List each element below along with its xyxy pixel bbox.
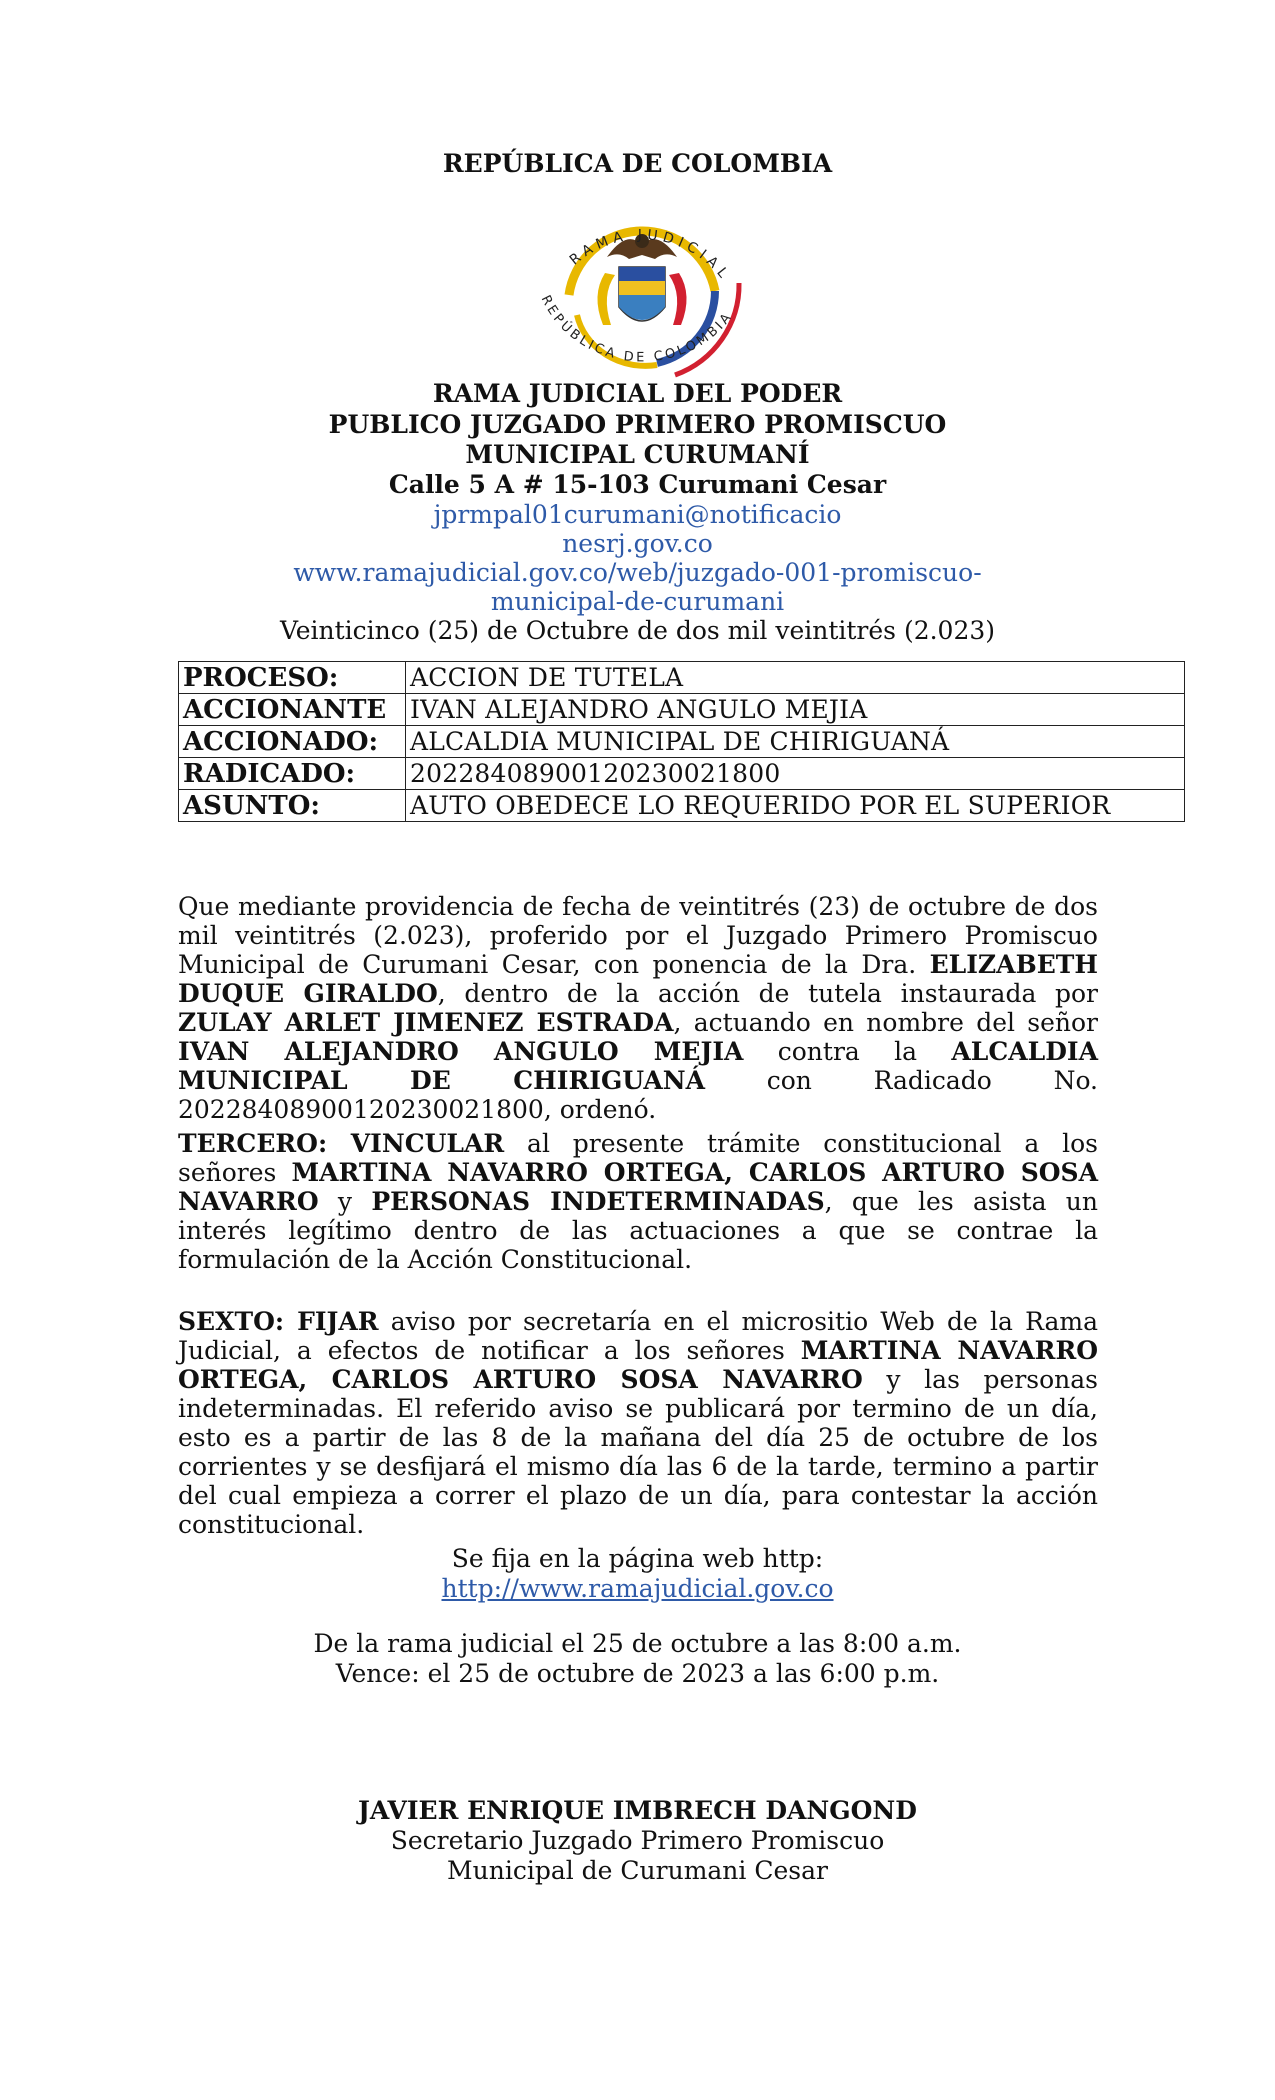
republic-heading: REPÚBLICA DE COLOMBIA (442, 149, 833, 178)
text-run: con Radicado No. 20228408900120230021800, ordenó. (178, 1066, 1098, 1124)
paragraph-providencia (178, 892, 1098, 1124)
case-info-table (178, 661, 1185, 822)
table-row (179, 694, 1185, 726)
text-run: Que mediante providencia de fecha de veintitrés (23) de octubre de dos mil veintitrés (2.023), proferido por el Juzgado Primero Promiscuo Municipal de Curumani Cesar, con ponencia de la Dra. (178, 892, 1098, 979)
posting-line: Se fija en la página web http: (451, 1544, 824, 1573)
table-key: PROCESO: (179, 662, 406, 694)
paragraph-tercero (178, 1129, 1098, 1274)
accionado-name: ALCALDIA MUNICIPAL DE CHIRIGUANÁ (178, 1037, 1098, 1095)
svg-text:REPÚBLICA DE COLOMBIA: REPÚBLICA DE COLOMBIA (537, 293, 737, 366)
text-run: y (318, 1187, 372, 1216)
table-value: IVAN ALEJANDRO ANGULO MEJIA (406, 694, 1185, 726)
petitioner-name: ZULAY ARLET JIMENEZ ESTRADA (178, 1008, 674, 1037)
court-name-line-3: MUNICIPAL CURUMANÍ (465, 440, 810, 469)
svg-text:RAMA JUDICIAL: RAMA JUDICIAL (566, 227, 734, 285)
text-run: y las personas indeterminadas. El referido aviso se publicará por termino de un día, esto es a partir de las 8 de la mañana del día 25 de octubre de los corrientes y se desfijará el mismo día las 6 de la tarde, termino a partir del cual empieza a correr el plazo de un día, para contestar la acción constitucional. (178, 1365, 1098, 1539)
signatory-name: JAVIER ENRIQUE IMBRECH DANGOND (358, 1796, 917, 1825)
judge-name: ELIZABETH DUQUE GIRALDO (178, 950, 1098, 1008)
court-address: Calle 5 A # 15-103 Curumani Cesar (388, 470, 887, 499)
order-heading: TERCERO: VINCULAR (178, 1129, 505, 1158)
court-email-line-2[interactable]: nesrj.gov.co (562, 529, 713, 558)
table-row (179, 790, 1185, 822)
text-run: contra la (743, 1037, 952, 1066)
text-run: , actuando en nombre del señor (673, 1008, 1098, 1037)
table-row (179, 726, 1185, 758)
table-key: ACCIONADO: (179, 726, 406, 758)
court-website-line-1[interactable]: www.ramajudicial.gov.co/web/juzgado-001-promiscuo- (293, 558, 982, 587)
rama-judicial-seal-icon (507, 195, 777, 385)
text-run: al presente trámite constitucional a los señores (178, 1129, 1098, 1187)
order-heading: SEXTO: FIJAR (178, 1307, 379, 1336)
ramajudicial-link[interactable]: http://www.ramajudicial.gov.co (441, 1574, 834, 1603)
paragraph-sexto (178, 1307, 1098, 1539)
court-email-line-1[interactable]: jprmpal01curumani@notificacio (433, 500, 842, 529)
posting-expiry: Vence: el 25 de octubre de 2023 a las 6:00 p.m. (335, 1659, 940, 1688)
linked-persons: MARTINA NAVARRO ORTEGA, CARLOS ARTURO SOSA NAVARRO (178, 1158, 1098, 1216)
table-key: RADICADO: (179, 758, 406, 790)
text-run: , que les asista un interés legítimo dentro de las actuaciones a que se contrae la formulación de la Acción Constitucional. (178, 1187, 1098, 1274)
table-value: ACCION DE TUTELA (406, 662, 1185, 694)
table-value: AUTO OBEDECE LO REQUERIDO POR EL SUPERIOR (406, 790, 1185, 822)
table-key: ACCIONANTE (179, 694, 406, 726)
signatory-title-2: Municipal de Curumani Cesar (447, 1856, 828, 1885)
posting-start: De la rama judicial el 25 de octubre a las 8:00 a.m. (313, 1629, 962, 1658)
indeterminate-persons: PERSONAS INDETERMINADAS (371, 1187, 825, 1216)
text-run: , dentro de la acción de tutela instaurada por (437, 979, 1098, 1008)
table-key: ASUNTO: (179, 790, 406, 822)
table-value: 20228408900120230021800 (406, 758, 1185, 790)
court-website-line-2[interactable]: municipal-de-curumani (490, 587, 785, 616)
table-value: ALCALDIA MUNICIPAL DE CHIRIGUANÁ (406, 726, 1185, 758)
court-name-line-1: RAMA JUDICIAL DEL PODER (432, 379, 843, 408)
accionante-name: IVAN ALEJANDRO ANGULO MEJIA (178, 1037, 744, 1066)
notified-persons: MARTINA NAVARRO ORTEGA, CARLOS ARTURO SOSA NAVARRO (178, 1336, 1099, 1394)
text-run: aviso por secretaría en el micrositio Web de la Rama Judicial, a efectos de notificar a los señores (178, 1307, 1099, 1365)
signatory-title-1: Secretario Juzgado Primero Promiscuo (390, 1826, 885, 1855)
court-name-line-2: PUBLICO JUZGADO PRIMERO PROMISCUO (328, 410, 947, 439)
document-date: Veinticinco (25) de Octubre de dos mil veintitrés (2.023) (279, 616, 996, 645)
table-row (179, 662, 1185, 694)
table-row (179, 758, 1185, 790)
